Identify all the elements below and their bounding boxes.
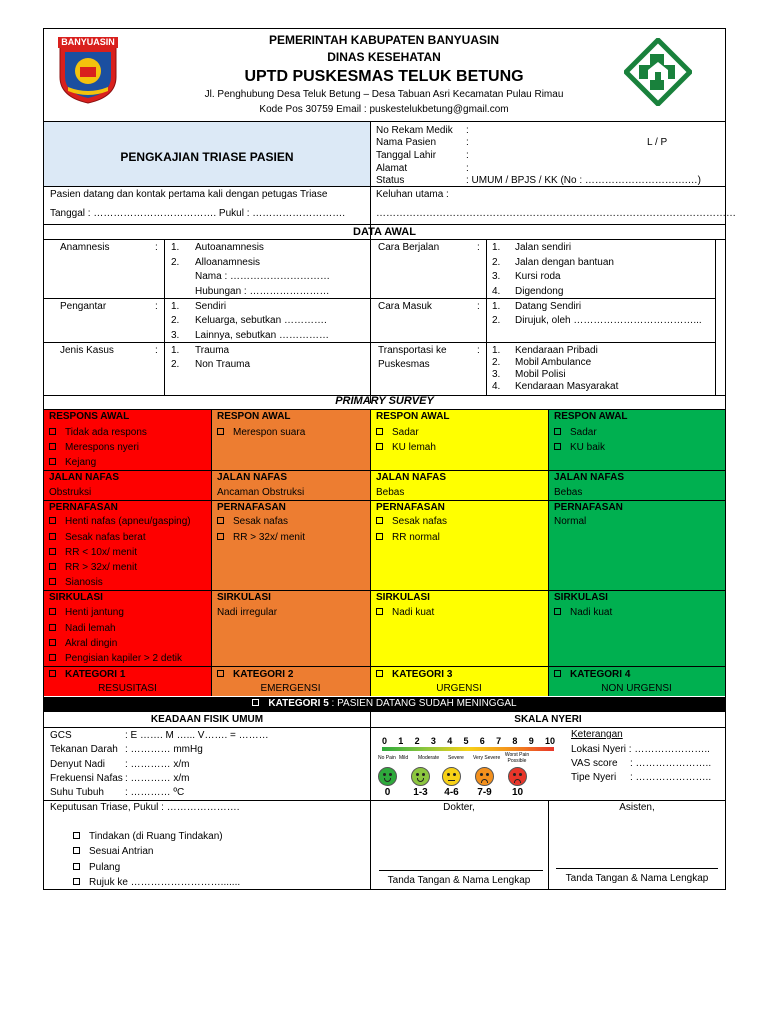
green-respons-header: RESPON AWAL [554,411,628,422]
alamat-label: Alamat [376,163,408,174]
num-2: 2. [492,257,501,268]
kategori-3-sub: URGENSI [436,683,482,694]
checkbox[interactable] [376,608,383,615]
header-line3: UPTD PUSKESMAS TELUK BETUNG [244,68,524,85]
red-nafas-5[interactable]: Sianosis [49,577,103,589]
keterangan-label: Keterangan [571,729,623,740]
dokter-signature-line[interactable] [379,870,543,871]
red-respons-2[interactable]: Merespons nyeri [49,442,139,454]
pain-scale-number: 3 [430,736,436,746]
header-address: Jl. Penghubung Desa Teluk Betung – Desa Tabuan Asri Kecamatan Pulau Rimau [204,89,564,100]
gcs-value[interactable]: : E ……. M …... V……. = ……… [125,730,269,741]
datang-sendiri[interactable]: Datang Sendiri [515,301,582,312]
arrival-contact-text: Pasien datang dan kontak pertama kali dengan petugas Triase [50,189,328,200]
pain-face-label: Moderate [418,755,440,761]
yellow-sirkulasi-header: SIRKULASI [376,592,430,603]
pain-face-icon [411,767,430,786]
nadi-label: Denyut Nadi [50,759,106,770]
banyuasin-logo [56,37,120,105]
colon: : [155,242,158,253]
num-3: 3. [171,330,180,341]
kategori-5[interactable]: KATEGORI 5 : PASIEN DATANG SUDAH MENINGGAL [44,698,725,710]
suhu-value[interactable]: : ………… ºC [125,787,185,798]
kursi-roda[interactable]: Kursi roda [515,271,561,282]
checkbox[interactable] [49,578,56,585]
fisik-title: KEADAAN FISIK UMUM [150,714,264,725]
green-pernafasan-value: Normal [554,516,587,527]
pain-scale-number: 7 [496,736,502,746]
pengantar-label: Pengantar [60,301,107,312]
face-mouth [417,778,424,782]
checkbox[interactable] [49,533,56,540]
orange-sirkulasi-value: Nadi irregular [217,607,278,618]
num-1: 1. [171,301,180,312]
tanggal-lahir-label: Tanggal Lahir [376,150,437,161]
form-title: PENGKAJIAN TRIASE PASIEN [120,150,294,164]
transportasi-label-2: Puskesmas [378,359,430,370]
checkbox[interactable] [376,443,383,450]
colon: : [466,163,469,174]
colon: : [155,345,158,356]
green-respons-2[interactable]: KU baik [554,442,605,454]
pengantar-sendiri[interactable]: Sendiri [195,301,227,312]
pain-scale-number: 6 [479,736,485,746]
yellow-jalan-header: JALAN NAFAS [376,472,447,483]
orange-jalan-header: JALAN NAFAS [217,472,288,483]
non-trauma[interactable]: Non Trauma [195,359,251,370]
num-3: 3. [492,271,501,282]
green-respons-1[interactable]: Sadar [554,427,597,439]
pain-face-label: No Pain [378,755,396,761]
orange-nafas-1[interactable]: Sesak nafas [217,516,288,528]
red-nafas-2[interactable]: Sesak nafas berat [49,532,146,544]
jalan-bantuan[interactable]: Jalan dengan bantuan [515,257,614,268]
colon: : [477,301,480,312]
pain-scale-number: 9 [528,736,534,746]
checkbox[interactable] [49,548,56,555]
num-4: 4. [492,381,501,392]
checkbox[interactable] [217,533,224,540]
red-sirk-1[interactable]: Henti jantung [49,607,124,619]
num-1: 1. [492,345,501,356]
checkbox[interactable] [376,517,383,524]
face-mouth [384,778,391,782]
primary-survey-title: PRIMARY SURVEY [335,395,434,407]
keluhan-utama-label: Keluhan utama : [376,189,449,200]
checkbox[interactable] [554,608,561,615]
red-respons-header: RESPONS AWAL [49,411,130,422]
num-1: 1. [171,242,180,253]
trauma[interactable]: Trauma [195,345,230,356]
nafas-label: Frekuensi Nafas [50,773,123,784]
checkbox[interactable] [252,699,259,706]
checkbox[interactable] [217,670,224,677]
green-sirkulasi-header: SIRKULASI [554,592,608,603]
nyeri-title: SKALA NYERI [514,714,582,725]
pain-face-label: Very Severe [473,755,501,761]
status-value[interactable]: : UMUM / BPJS / KK (No : ………………………….…) [466,175,702,186]
anamnesis-nama[interactable]: Nama : ………………………… [195,271,331,282]
checkbox[interactable] [49,458,56,465]
gender-lp: L / P [647,137,668,148]
kategori-4[interactable]: KATEGORI 4 [554,669,630,681]
keluhan-utama-dots[interactable]: ……………………………………………………………………………………………… [376,208,736,219]
red-sirk-3[interactable]: Akral dingin [49,638,117,650]
keputusan-opt-4[interactable]: Rujuk ke ………………………....... [73,877,240,889]
pain-scale-number: 1 [398,736,404,746]
red-jalan-header: JALAN NAFAS [49,472,120,483]
num-1: 1. [171,345,180,356]
red-sirk-4[interactable]: Pengisian kapiler > 2 detik [49,653,182,665]
checkbox[interactable] [49,608,56,615]
orange-nafas-2[interactable]: RR > 32x/ menit [217,532,305,544]
dokter-label: Dokter, [443,802,475,813]
colon: : [466,150,469,161]
num-4: 4. [492,286,501,297]
data-awal-title: DATA AWAL [353,226,416,238]
header-line1: PEMERINTAH KABUPATEN BANYUASIN [268,33,499,47]
dirujuk-oleh[interactable]: Dirujuk, oleh ………………………………... [515,315,702,326]
green-pernafasan-header: PERNAFASAN [554,502,623,513]
pain-scale-number: 10 [545,736,556,746]
num-2: 2. [492,315,501,326]
checkbox[interactable] [554,443,561,450]
yellow-sirk-1[interactable]: Nadi kuat [376,607,434,619]
num-2: 2. [171,315,180,326]
mobil-ambulance[interactable]: Mobil Ambulance [515,357,592,368]
ttd-asisten: Tanda Tangan & Nama Lengkap [565,873,709,884]
pain-face-number: 10 [511,787,524,798]
anamnesis-label: Anamnesis [60,242,110,253]
checkbox[interactable] [49,443,56,450]
kategori-2-sub: EMERGENSI [260,683,321,694]
checkbox[interactable] [73,832,80,839]
red-respons-3[interactable]: Kejang [49,457,96,469]
checkbox[interactable] [73,847,80,854]
pain-scale-number: 5 [463,736,469,746]
checkbox[interactable] [49,670,56,677]
td-label: Tekanan Darah [50,744,118,755]
pain-scale-number: 0 [382,736,388,746]
pain-scale-bar [382,747,554,751]
colon: : [466,125,469,136]
anamnesis-allo[interactable]: Alloanamnesis [195,257,261,268]
red-nafas-3[interactable]: RR < 10x/ menit [49,547,137,559]
orange-sirkulasi-header: SIRKULASI [217,592,271,603]
checkbox[interactable] [376,670,383,677]
green-jalan-header: JALAN NAFAS [554,472,625,483]
anamnesis-auto[interactable]: Autoanamnesis [195,242,264,253]
pain-scale-number: 2 [414,736,420,746]
green-jalan-value: Bebas [554,487,583,498]
td-value[interactable]: : ………… mmHg [125,744,203,755]
pengantar-keluarga[interactable]: Keluarga, sebutkan …………. [195,315,327,326]
logo-text: BANYUASIN [61,37,115,47]
checkbox[interactable] [376,428,383,435]
yellow-jalan-value: Bebas [376,487,405,498]
digendong[interactable]: Digendong [515,286,564,297]
kategori-4-sub: NON URGENSI [601,683,672,694]
keputusan-opt-1[interactable]: Tindakan (di Ruang Tindakan) [73,831,223,843]
red-jalan-value: Obstruksi [49,487,92,498]
pain-face-number: 0 [384,787,391,798]
orange-respons-header: RESPON AWAL [217,411,291,422]
pain-face-label: Worst Pain Possible [504,752,530,764]
orange-column [211,410,370,696]
pain-face-label: Mild [399,755,409,761]
pain-face-icon [475,767,494,786]
cara-masuk-label: Cara Masuk [378,301,432,312]
num-2: 2. [171,257,180,268]
pain-scale-number: 4 [447,736,453,746]
cara-berjalan-label: Cara Berjalan [378,242,440,253]
checkbox[interactable] [73,878,80,885]
colon: : [155,301,158,312]
vas-value[interactable]: : ………………….. [630,758,712,769]
header-contact: Kode Pos 30759 Email : puskestelukbetung@gmail.com [259,104,509,115]
red-nafas-4[interactable]: RR > 32x/ menit [49,562,137,574]
pain-face-number: 7-9 [477,787,492,798]
jalan-sendiri[interactable]: Jalan sendiri [515,242,572,253]
pengantar-lainnya[interactable]: Lainnya, sebutkan …………… [195,330,329,341]
checkbox[interactable] [217,428,224,435]
orange-jalan-value: Ancaman Obstruksi [217,487,305,498]
pain-scale-number: 8 [512,736,518,746]
yellow-nafas-1[interactable]: Sesak nafas [376,516,447,528]
keputusan-opt-2[interactable]: Sesuai Antrian [73,846,154,858]
red-sirk-2[interactable]: Nadi lemah [49,623,116,635]
pain-face-icon [378,767,397,786]
num-1: 1. [492,242,501,253]
nadi-value[interactable]: : ………… x/m [125,759,190,770]
transportasi-label-1: Transportasi ke [378,345,447,356]
checkbox[interactable] [49,563,56,570]
colon: : [477,345,480,356]
mobil-polisi[interactable]: Mobil Polisi [515,369,566,380]
arrival-tanggal-pukul[interactable]: Tanggal : ………………………………. Pukul : ………………………. [50,208,346,219]
face-mouth [448,780,455,781]
kendaraan-masyarakat[interactable]: Kendaraan Masyarakat [515,381,619,392]
checkbox[interactable] [554,670,561,677]
face-mouth [514,779,521,783]
asisten-signature-line[interactable] [556,868,718,869]
ttd-dokter: Tanda Tangan & Nama Lengkap [387,875,531,886]
num-3: 3. [492,369,501,380]
checkbox[interactable] [49,654,56,661]
keputusan-label[interactable]: Keputusan Triase, Pukul : …………………. [50,802,240,813]
status-label: Status [376,175,405,186]
checkbox[interactable] [376,533,383,540]
checkbox[interactable] [49,639,56,646]
nama-pasien-label: Nama Pasien [376,137,437,148]
orange-respons-1[interactable]: Merespon suara [217,427,305,439]
face-mouth [481,779,488,783]
yellow-pernafasan-header: PERNAFASAN [376,502,445,513]
tipe-value[interactable]: : ………………….. [630,772,712,783]
red-nafas-1[interactable]: Henti nafas (apneu/gasping) [49,516,191,528]
gcs-label: GCS [50,730,72,741]
red-pernafasan-header: PERNAFASAN [49,502,118,513]
lokasi-nyeri[interactable]: Lokasi Nyeri : ………………….. [571,744,710,755]
asisten-label: Asisten, [619,802,655,813]
num-2: 2. [171,359,180,370]
pain-face-number: 1-3 [413,787,428,798]
pain-face-number: 4-6 [444,787,459,798]
kendaraan-pribadi[interactable]: Kendaraan Pribadi [515,345,598,356]
green-sirk-1[interactable]: Nadi kuat [554,607,612,619]
nafas-value[interactable]: : ………… x/m [125,773,190,784]
header-line2: DINAS KESEHATAN [327,50,441,64]
num-2: 2. [492,357,501,368]
checkbox[interactable] [73,863,80,870]
kategori-3[interactable]: KATEGORI 3 [376,669,452,681]
yellow-respons-1[interactable]: Sadar [376,427,419,439]
yellow-nafas-2[interactable]: RR normal [376,532,440,544]
vas-label: VAS score [571,758,618,769]
orange-pernafasan-header: PERNAFASAN [217,502,286,513]
checkbox[interactable] [554,428,561,435]
colon: : [477,242,480,253]
red-sirkulasi-header: SIRKULASI [49,592,103,603]
yellow-respons-header: RESPON AWAL [376,411,450,422]
jenis-kasus-label: Jenis Kasus [60,345,114,356]
tipe-label: Tipe Nyeri [571,772,617,783]
yellow-respons-2[interactable]: KU lemah [376,442,436,454]
colon: : [466,137,469,148]
checkbox[interactable] [49,428,56,435]
checkbox[interactable] [49,517,56,524]
kategori-1[interactable]: KATEGORI 1 [49,669,125,681]
checkbox[interactable] [217,517,224,524]
pain-face-icon [508,767,527,786]
kategori-2[interactable]: KATEGORI 2 [217,669,293,681]
suhu-label: Suhu Tubuh [50,787,104,798]
checkbox[interactable] [49,624,56,631]
anamnesis-hubungan[interactable]: Hubungan : …………………… [195,286,330,297]
kategori-1-sub: RESUSITASI [98,683,157,694]
pain-face-icon [442,767,461,786]
red-respons-1[interactable]: Tidak ada respons [49,427,147,439]
pain-face-label: Severe [448,755,464,761]
rekam-medik-label: No Rekam Medik [376,125,453,136]
num-1: 1. [492,301,501,312]
keputusan-opt-3[interactable]: Pulang [73,862,120,874]
